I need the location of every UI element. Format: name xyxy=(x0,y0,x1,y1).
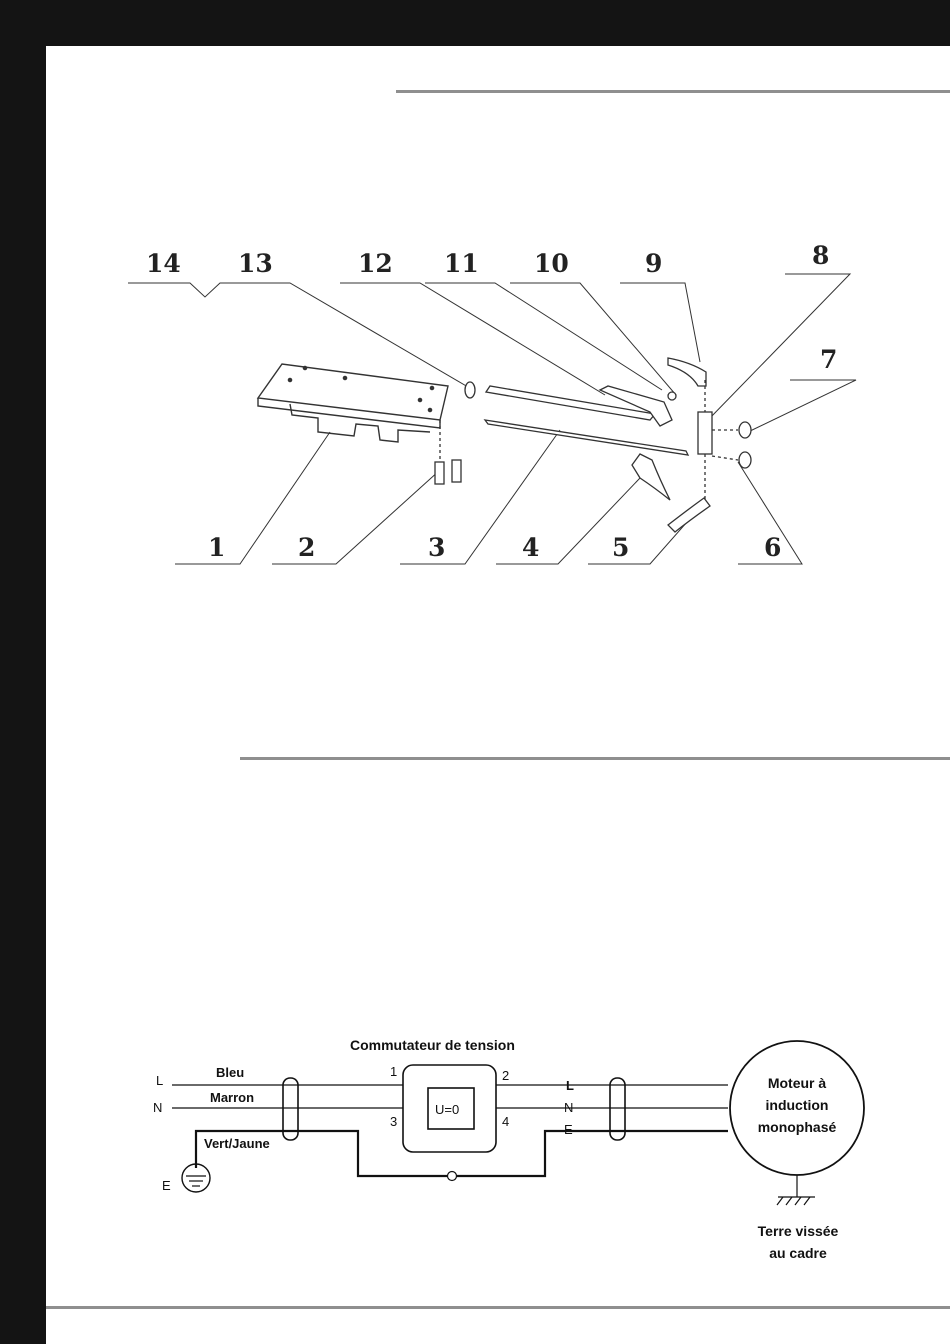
callout-10: 10 xyxy=(534,249,569,278)
input-n: N xyxy=(153,1100,163,1115)
callout-7: 7 xyxy=(820,345,838,374)
terminal-1: 1 xyxy=(390,1064,398,1079)
terminal-4: 4 xyxy=(502,1114,510,1129)
wire-blue-label: Bleu xyxy=(216,1065,245,1080)
ground-note-line-2: au cadre xyxy=(769,1245,827,1261)
output-l: L xyxy=(566,1078,574,1093)
callout-4: 4 xyxy=(522,533,540,562)
callout-13: 13 xyxy=(238,249,273,278)
motor-line-3: monophasé xyxy=(757,1119,837,1135)
switch-label: U=0 xyxy=(435,1102,460,1117)
wire-green-yellow-label: Vert/Jaune xyxy=(204,1136,270,1151)
motor-line-1: Moteur à xyxy=(767,1075,827,1091)
callout-12: 12 xyxy=(358,249,393,278)
callout-11: 11 xyxy=(444,249,479,278)
callout-3: 3 xyxy=(428,533,446,562)
wire-brown-label: Marron xyxy=(210,1090,255,1105)
motor-line-2: induction xyxy=(765,1097,829,1113)
callout-6: 6 xyxy=(764,533,782,562)
output-e: E xyxy=(564,1122,573,1137)
switch-title: Commutateur de tension xyxy=(350,1037,515,1053)
callout-14: 14 xyxy=(146,249,181,278)
output-n: N xyxy=(564,1100,574,1115)
callout-2: 2 xyxy=(298,533,316,562)
callout-9: 9 xyxy=(645,249,663,278)
terminal-2: 2 xyxy=(502,1068,510,1083)
terminal-3: 3 xyxy=(390,1114,398,1129)
callout-8: 8 xyxy=(812,241,830,270)
input-l: L xyxy=(156,1073,164,1088)
callout-5: 5 xyxy=(612,533,630,562)
ground-note-line-1: Terre vissée xyxy=(757,1223,839,1239)
input-e: E xyxy=(162,1178,171,1193)
callout-1: 1 xyxy=(208,533,226,562)
